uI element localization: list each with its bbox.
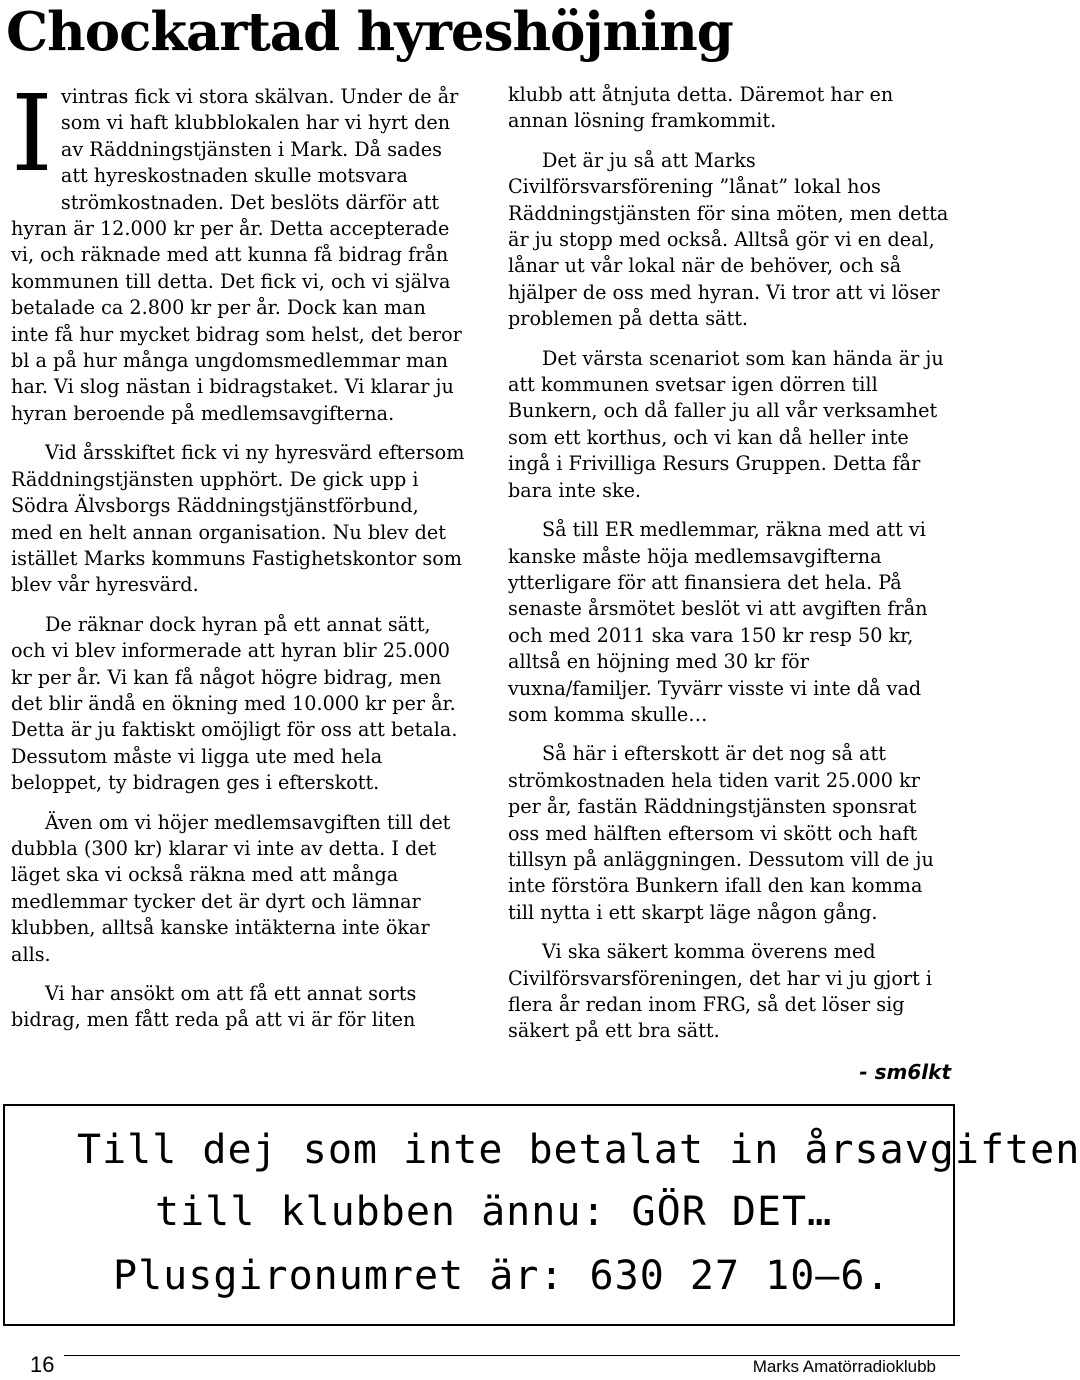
article-paragraph: Det är ju så att Marks Civilförsvarsförening ”lånat” lokal hos Räddningstjänsten för sina möten, men detta är ju stopp med också. Alltså gör vi en deal, lånar ut vår lokal när de behöver, och så hjälper de oss med hyran. Vi tror att vi löser problemen på detta sätt. <box>508 148 949 331</box>
article-paragraph: Det värsta scenariot som kan hända är ju att kommunen svetsar igen dörren till Bunkern, och då faller ju all vår verksamhet som ett korthus, och vi kan då heller inte ingå i Frivilliga Resurs Gruppen. Detta får bara inte ske. <box>508 346 944 502</box>
publication-name: Marks Amatörradioklubb <box>752 1357 936 1376</box>
drop-cap: I <box>11 72 53 195</box>
reminder-line: till klubben ännu: GÖR DET… <box>155 1189 833 1235</box>
page-number: 16 <box>30 1352 55 1377</box>
author-signature: - sm6lkt <box>859 1059 951 1084</box>
article-paragraph: Så till ER medlemmar, räkna med att vi kanske måste höja medlemsavgifterna ytterligare för att finansiera det hela. På senaste årsmötet beslöt vi att avgiften från och med 2011 ska vara 150 kr resp 50 kr, alltså en höjning med 30 kr för vuxna/familjer. Tyvärr visste vi inte då vad som komma skulle… <box>508 518 928 726</box>
article-paragraph: vintras fick vi stora skälvan. Under de år som vi haft klubblokalen har vi hyrt den av Räddningstjänsten i Mark. Då sades att hyreskostnaden skulle motsvara strömkostnaden. Det beslöts därför att hyran är 12.000 kr per år. Detta accepterade vi, och räknade med att kunna få bidrag från kommunen till detta. Det fick vi, och vi själva betalade ca 2.800 kr per år. Dock kan man inte få hur mycket bidrag som helst, det beror bl a på hur många ungdomsmedlemmar man har. Vi slog nästan i bidragstaket. Vi klarar ju hyran beroende på medlemsavgifterna. <box>11 85 462 425</box>
article-column-right <box>508 82 951 1085</box>
reminder-line: Plusgironumret är: 630 27 10—6. <box>113 1253 891 1299</box>
article-paragraph: Så här i efterskott är det nog så att strömkostnaden hela tiden varit 25.000 kr per år, fastän Räddningstjänsten sponsrat oss med hälften eftersom vi skött och haft tillsyn på anläggningen. Dessutom vill de ju inte förstöra Bunkern ifall den kan komma till nytta i ett skarpt läge någon gång. <box>508 742 934 924</box>
article-paragraph: Vi ska säkert komma överens med Civilförsvarsföreningen, det har vi ju gjort i flera år redan inom FRG, så det löser sig säkert på ett bra sätt. <box>508 940 933 1043</box>
article-paragraph: De räknar dock hyran på ett annat sätt, och vi blev informerade att hyran blir 25.000 kr per år. Vi kan få något högre bidrag, men det blir ändå en ökning med 10.000 kr per år. Detta är ju faktiskt omöjligt för oss att betala. Dessutom måste vi ligga ute med hela beloppet, ty bidragen ges i efterskott. <box>11 612 458 795</box>
article-paragraph: Vid årsskiftet fick vi ny hyresvärd eftersom Räddningstjänsten upphört. De gick upp i Södra Älvsborgs Räddningstjänstförbund, med en helt annan organisation. Nu blev det istället Marks kommuns Fastighetskontor som blev vår hyresvärd. <box>11 441 465 597</box>
article-paragraph: Även om vi höjer medlemsavgiften till det dubbla (300 kr) klarar vi inte av detta. I det läget ska vi också räkna med att många medlemmar tycker det är dyrt och lämnar klubben, alltså kanske intäkterna inte ökar alls. <box>11 810 451 966</box>
article-headline: Chockartad hyreshöjning <box>6 1 733 63</box>
article-paragraph: klubb att åtnjuta detta. Däremot har en annan lösning framkommit. <box>508 83 894 133</box>
article-paragraph: Vi har ansökt om att få ett annat sorts bidrag, men fått reda på att vi är för liten <box>11 982 417 1032</box>
article-column-left <box>11 72 466 1034</box>
payment-reminder-box <box>3 1104 1080 1326</box>
reminder-line: Till dej som inte betalat in årsavgiften <box>77 1127 1080 1173</box>
